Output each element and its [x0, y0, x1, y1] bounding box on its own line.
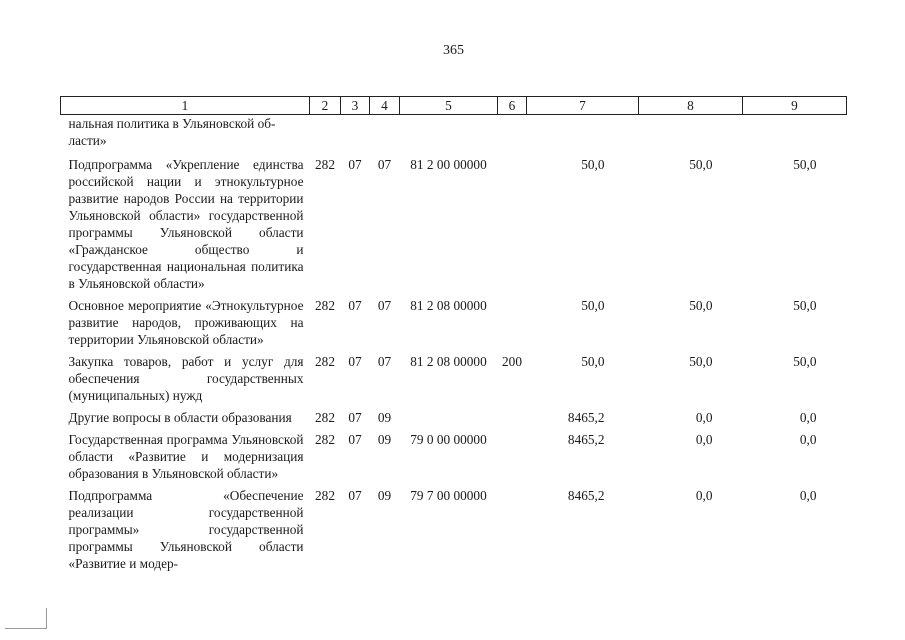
- cell-amount-year3: 50,0: [793, 298, 817, 313]
- table-body: [61, 115, 847, 578]
- row-name: Другие вопросы в области образования: [68, 410, 292, 425]
- cell-expense-type: [498, 409, 527, 431]
- cell-section: 07: [348, 298, 362, 313]
- table-row: [61, 115, 847, 157]
- cell-amount-year1: 8465,2: [567, 488, 605, 503]
- table-row: [61, 487, 847, 577]
- cell-amount-year3: 0,0: [799, 410, 817, 425]
- cell-target-article: [400, 115, 498, 157]
- cell-target-article: 81 2 08 00000: [410, 298, 487, 313]
- cell-expense-type: [498, 431, 527, 487]
- table-header: [61, 97, 847, 115]
- column-header-5: 5: [400, 97, 498, 115]
- column-header-9: 9: [743, 97, 847, 115]
- cell-amount-year2: [639, 115, 743, 157]
- column-header-1: 1: [61, 97, 310, 115]
- cell-target-article: 79 0 00 00000: [410, 432, 487, 447]
- cell-ministry-code: 282: [315, 488, 335, 503]
- row-name: Государственная программа Ульяновской области «Развитие и модернизация образования в Ульяновской области»: [68, 432, 304, 481]
- cell-amount-year3: 0,0: [799, 432, 817, 447]
- table-row: [61, 431, 847, 487]
- column-header-8: 8: [639, 97, 743, 115]
- scan-margin-line: [46, 608, 47, 628]
- column-header-2: 2: [310, 97, 341, 115]
- cell-amount-year2: 0,0: [695, 432, 713, 447]
- scan-margin-line: [5, 628, 47, 629]
- cell-section: [341, 115, 370, 157]
- page-number: 365: [443, 43, 464, 58]
- row-name-line: ласти»: [68, 133, 107, 148]
- cell-subsection: [370, 115, 400, 157]
- row-name-line: нальная политика в Ульяновской об-: [68, 116, 276, 131]
- cell-section: 07: [348, 354, 362, 369]
- cell-target-article: 81 2 08 00000: [410, 354, 487, 369]
- cell-ministry-code: 282: [315, 157, 335, 172]
- cell-section: 07: [348, 488, 362, 503]
- cell-amount-year3: [743, 115, 847, 157]
- cell-amount-year3: 50,0: [793, 354, 817, 369]
- cell-amount-year3: 0,0: [799, 488, 817, 503]
- header-row: [61, 97, 847, 115]
- cell-subsection: 09: [377, 432, 392, 447]
- cell-expense-type: 200: [502, 354, 522, 369]
- cell-amount-year1: 50,0: [581, 354, 605, 369]
- cell-ministry-code: 282: [315, 410, 335, 425]
- cell-amount-year2: 50,0: [689, 354, 713, 369]
- cell-subsection: 07: [377, 354, 392, 369]
- cell-expense-type: [498, 115, 527, 157]
- cell-amount-year3: 50,0: [793, 157, 817, 172]
- cell-ministry-code: [310, 115, 341, 157]
- cell-amount-year2: 0,0: [695, 488, 713, 503]
- cell-section: 07: [348, 157, 362, 172]
- column-header-7: 7: [527, 97, 639, 115]
- cell-subsection: 09: [377, 488, 392, 503]
- cell-ministry-code: 282: [315, 298, 335, 313]
- row-name: Закупка товаров, работ и услуг для обеспечения государственных (муниципальных) нужд: [68, 354, 304, 403]
- cell-amount-year1: 8465,2: [567, 432, 605, 447]
- cell-ministry-code: 282: [315, 432, 335, 447]
- cell-target-article: 79 7 00 00000: [410, 488, 487, 503]
- cell-amount-year1: [527, 115, 639, 157]
- budget-table: [60, 96, 847, 577]
- cell-expense-type: [498, 156, 527, 297]
- row-name: Подпрограмма «Обеспечение реализации государственной программы» государственной программы Ульяновской области «Развитие и модер-: [68, 488, 304, 571]
- table-row: [61, 297, 847, 353]
- table-row: [61, 156, 847, 297]
- cell-subsection: 09: [377, 410, 392, 425]
- cell-amount-year1: 8465,2: [567, 410, 605, 425]
- cell-subsection: 07: [377, 298, 392, 313]
- row-name: Основное мероприятие «Этнокультурное развитие народов, проживающих на территории Ульяновской области»: [68, 298, 304, 347]
- cell-ministry-code: 282: [315, 354, 335, 369]
- cell-expense-type: [498, 487, 527, 577]
- cell-amount-year1: 50,0: [581, 298, 605, 313]
- cell-amount-year1: 50,0: [581, 157, 605, 172]
- cell-expense-type: [498, 297, 527, 353]
- cell-section: 07: [348, 410, 362, 425]
- cell-amount-year2: 50,0: [689, 157, 713, 172]
- row-name: Подпрограмма «Укрепление единства российской нации и этнокультурное развитие народов России на территории Ульяновской области» государственной программы Ульяновской области «Гражданское общество и государственная национальная политика в Ульяновской области»: [68, 157, 304, 291]
- column-header-6: 6: [498, 97, 527, 115]
- cell-amount-year2: 0,0: [695, 410, 713, 425]
- cell-subsection: 07: [377, 157, 392, 172]
- table-row: [61, 409, 847, 431]
- cell-amount-year2: 50,0: [689, 298, 713, 313]
- cell-section: 07: [348, 432, 362, 447]
- column-header-3: 3: [341, 97, 370, 115]
- table-row: [61, 353, 847, 409]
- column-header-4: 4: [370, 97, 400, 115]
- row-name: [61, 115, 310, 157]
- cell-target-article: 81 2 00 00000: [410, 157, 487, 172]
- cell-target-article: [400, 409, 498, 431]
